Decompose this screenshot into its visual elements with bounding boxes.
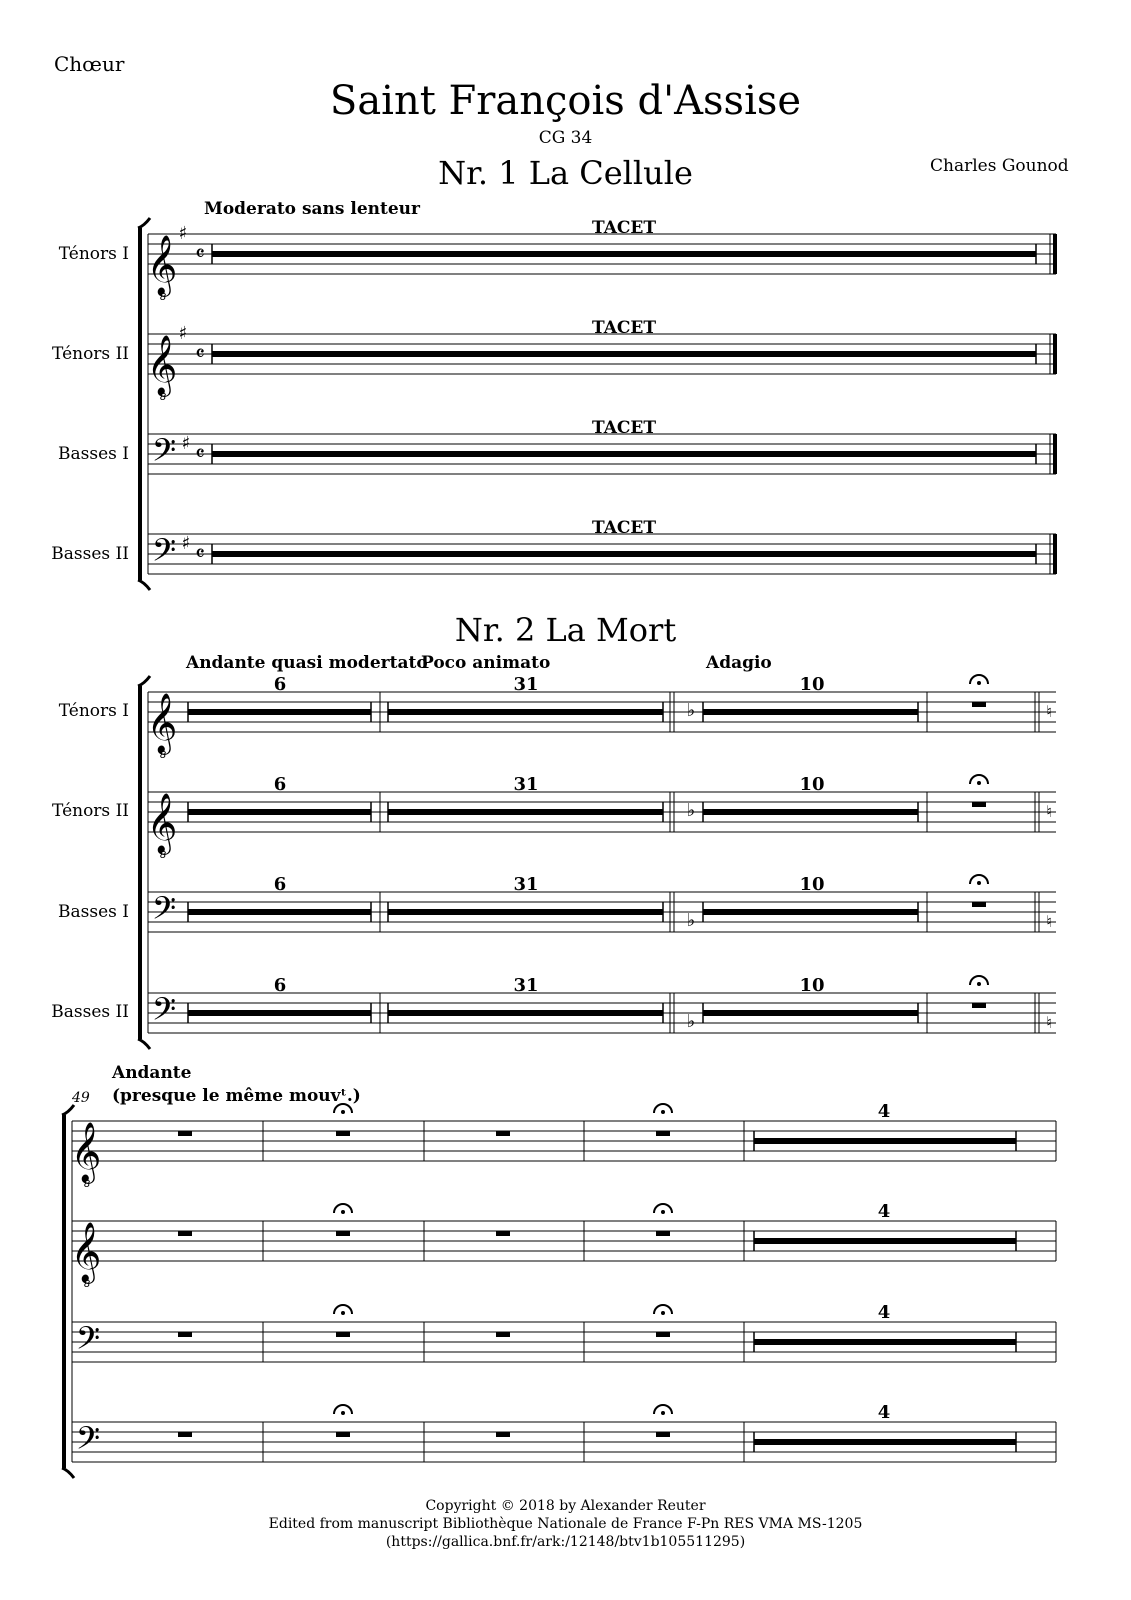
instrument-label-tenors-2: Ténors II (52, 344, 129, 364)
flat-icon: ♭ (686, 1011, 696, 1032)
whole-rest (336, 1432, 350, 1437)
octave-8-icon: 8 (159, 850, 167, 861)
fermata-dot (341, 1411, 345, 1415)
bass-clef-icon: 𝄢 (151, 532, 177, 576)
sharp-icon: ♯ (181, 433, 191, 454)
whole-rest (336, 1131, 350, 1136)
bass-clef-icon: 𝄢 (151, 432, 177, 476)
copyright-line: Copyright © 2018 by Alexander Reuter (425, 1498, 706, 1514)
multirest-bar (703, 909, 918, 915)
fermata-dot (661, 1110, 665, 1114)
movement-2-tempo-3: Adagio (706, 653, 772, 673)
movement-2-tempo-1: Andante quasi modertato (186, 653, 428, 673)
fermata-dot (661, 1210, 665, 1214)
multirest-bar (188, 909, 371, 915)
natural-icon: ♮ (1046, 1013, 1052, 1032)
multirest-count: 10 (799, 674, 825, 695)
common-time-icon: 𝄴 (195, 442, 205, 467)
treble-clef-icon: 𝄞 (146, 793, 178, 853)
whole-rest (656, 1332, 670, 1337)
natural-icon: ♮ (1046, 912, 1052, 931)
source-url: (https://gallica.bnf.fr/ark:/12148/btv1b105511295) (385, 1534, 746, 1550)
whole-rest (178, 1332, 192, 1337)
multirest-count: 31 (513, 674, 539, 695)
whole-rest (496, 1131, 510, 1136)
fermata-dot (977, 982, 981, 986)
multirest-bar (388, 909, 663, 915)
tacet-label: TACET (591, 518, 657, 538)
fermata-dot (977, 781, 981, 785)
whole-rest (972, 1003, 986, 1008)
instrument-label-basses-1: Basses I (58, 902, 129, 922)
whole-rest (336, 1332, 350, 1337)
flat-icon: ♭ (686, 910, 696, 931)
instrument-label-tenors-1: Ténors I (58, 701, 129, 721)
instrument-label-basses-2: Basses II (51, 544, 129, 564)
final-barline (1053, 434, 1057, 474)
treble-clef-icon: 𝄞 (70, 1222, 102, 1282)
instrument-label-basses-1: Basses I (58, 444, 129, 464)
score-title: Saint François d'Assise (329, 78, 802, 124)
system-bracket (62, 1115, 66, 1468)
multirest-count: 31 (513, 975, 539, 996)
whole-rest (972, 802, 986, 807)
bar-number: 49 (72, 1090, 90, 1106)
final-barline (1053, 334, 1057, 374)
multirest-bar (188, 809, 371, 815)
multirest-count: 10 (799, 874, 825, 895)
multirest-count: 31 (513, 874, 539, 895)
whole-rest (656, 1131, 670, 1136)
multirest-bar (754, 1238, 1016, 1244)
final-barline (1053, 234, 1057, 274)
whole-rest (178, 1131, 192, 1136)
bass-clef-icon: 𝄢 (75, 1420, 101, 1464)
instrument-label-tenors-1: Ténors I (58, 244, 129, 264)
multirest-count: 4 (877, 1402, 891, 1423)
fermata-dot (341, 1311, 345, 1315)
instrument-label-basses-2: Basses II (51, 1002, 129, 1022)
tacet-label: TACET (591, 418, 657, 438)
multirest-bar (212, 551, 1036, 557)
multirest-bar (212, 451, 1036, 457)
movement-1-tempo: Moderato sans lenteur (204, 199, 420, 219)
fermata-dot (661, 1311, 665, 1315)
octave-8-icon: 8 (83, 1279, 91, 1290)
bracket-hook (138, 580, 150, 590)
system-bracket (138, 686, 142, 1039)
fermata-dot (341, 1110, 345, 1114)
movement-2-tempo-2: Poco animato (421, 653, 551, 673)
bracket-hook (138, 218, 150, 228)
multirest-bar (388, 809, 663, 815)
sharp-icon: ♯ (178, 323, 188, 344)
multirest-bar (188, 709, 371, 715)
common-time-icon: 𝄴 (195, 242, 205, 267)
instrument-label-tenors-2: Ténors II (52, 801, 129, 821)
multirest-count: 4 (877, 1201, 891, 1222)
fermata-dot (977, 881, 981, 885)
multirest-count: 10 (799, 975, 825, 996)
common-time-icon: 𝄴 (195, 342, 205, 367)
multirest-count: 31 (513, 774, 539, 795)
natural-icon: ♮ (1046, 802, 1052, 821)
bass-clef-icon: 𝄢 (151, 890, 177, 934)
multirest-count: 4 (877, 1101, 891, 1122)
whole-rest (496, 1332, 510, 1337)
composer: Charles Gounod (930, 156, 1069, 176)
catalog-number: CG 34 (538, 128, 593, 148)
whole-rest (656, 1432, 670, 1437)
movement-1-title: Nr. 1 La Cellule (438, 154, 693, 192)
multirest-count: 4 (877, 1302, 891, 1323)
bracket-hook (62, 1468, 74, 1478)
multirest-bar (388, 1010, 663, 1016)
natural-icon: ♮ (1046, 702, 1052, 721)
bass-clef-icon: 𝄢 (75, 1320, 101, 1364)
system-bracket (138, 228, 142, 580)
multirest-bar (754, 1439, 1016, 1445)
tacet-label: TACET (591, 218, 657, 238)
fermata-dot (977, 681, 981, 685)
whole-rest (336, 1231, 350, 1236)
multirest-count: 6 (273, 874, 287, 895)
final-barline (1053, 534, 1057, 574)
fermata-dot (661, 1411, 665, 1415)
multirest-count: 10 (799, 774, 825, 795)
fermata-dot (341, 1210, 345, 1214)
multirest-bar (703, 1010, 918, 1016)
treble-clef-icon: 𝄞 (146, 235, 178, 295)
bracket-hook (138, 676, 150, 686)
multirest-bar (703, 809, 918, 815)
whole-rest (656, 1231, 670, 1236)
system-3-tempo: Andante (112, 1063, 192, 1083)
multirest-bar (703, 709, 918, 715)
multirest-bar (212, 351, 1036, 357)
bass-clef-icon: 𝄢 (151, 991, 177, 1035)
sharp-icon: ♯ (178, 223, 188, 244)
whole-rest (496, 1432, 510, 1437)
multirest-bar (188, 1010, 371, 1016)
tacet-label: TACET (591, 318, 657, 338)
whole-rest (178, 1231, 192, 1236)
multirest-bar (388, 709, 663, 715)
octave-8-icon: 8 (83, 1179, 91, 1190)
whole-rest (972, 702, 986, 707)
flat-icon: ♭ (686, 700, 696, 721)
common-time-icon: 𝄴 (195, 542, 205, 567)
sharp-icon: ♯ (181, 533, 191, 554)
source-line: Edited from manuscript Bibliothèque Nationale de France F-Pn RES VMA MS-1205 (268, 1516, 863, 1532)
bracket-hook (62, 1105, 74, 1115)
whole-rest (972, 902, 986, 907)
whole-rest (178, 1432, 192, 1437)
octave-8-icon: 8 (159, 292, 167, 303)
whole-rest (496, 1231, 510, 1236)
multirest-bar (212, 251, 1036, 257)
multirest-bar (754, 1339, 1016, 1345)
bracket-hook (138, 1039, 150, 1049)
octave-8-icon: 8 (159, 750, 167, 761)
multirest-count: 6 (273, 975, 287, 996)
octave-8-icon: 8 (159, 392, 167, 403)
flat-icon: ♭ (686, 800, 696, 821)
multirest-count: 6 (273, 674, 287, 695)
treble-clef-icon: 𝄞 (146, 335, 178, 395)
movement-2-title: Nr. 2 La Mort (454, 611, 677, 649)
treble-clef-icon: 𝄞 (146, 693, 178, 753)
system-3-tempo-note: (presque le même mouvᵗ.) (112, 1086, 361, 1106)
treble-clef-icon: 𝄞 (70, 1122, 102, 1182)
multirest-bar (754, 1138, 1016, 1144)
multirest-count: 6 (273, 774, 287, 795)
part-label: Chœur (54, 52, 125, 76)
